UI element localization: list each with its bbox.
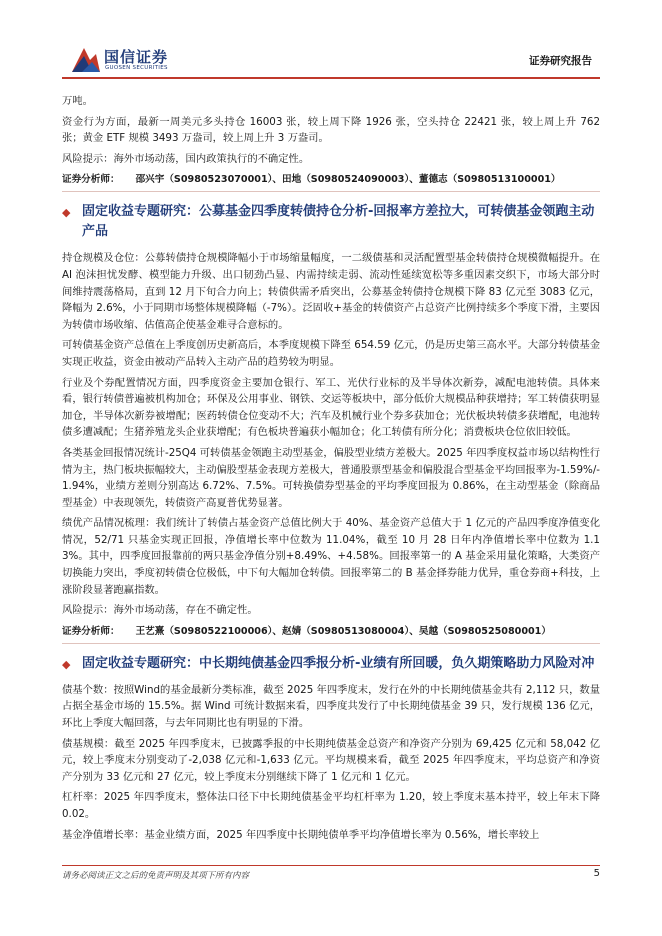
paragraph: 行业及个券配置情况方面，四季度资金主要加仓银行、军工、光伏行业标的及半导体次新券，减配电池转债。具体来看，银行转债普遍被机构加仓；环保及公用事业、钢铁、交运等板块中，部分低价大规模品种获增持；军工转债获明显加仓，半导体次新券被增配；医药转债仓位变动不大；汽车及机械行业个券多获加仓；光伏板块转债多获增配，电池转债多遭减配；生猪养殖龙头企业获增配；有色板块普遍获小幅加仓；化工转债有所分化；消费板块仓位依旧较低。 (62, 376, 600, 439)
paragraph: 持仓规模及仓位：公募转债持仓规模降幅小于市场缩量幅度，一二级债基和灵活配置型基金转债持仓规模微幅提升。在 AI 泡沫担忧发酵、模型能力升级、出口韧劲凸显、内需持续走弱、流动性延续宽松等多重因素交织下，市场大部分时间维持震荡格局，直到 12 月下旬合力向上；转债供需矛盾突出，公募基金转债持仓规模下降 83 亿元至 3083 亿元，降幅为 2.6%，小于同期市场整体规模降幅（-7%）。泛固收+基金的转债资产占总资产比例持续多个季度下滑，主要因为转债市场收缩、估值高企使基金难寻合意标的。 (62, 252, 600, 331)
section-heading (62, 643, 600, 674)
analyst-label: 证券分析师： (62, 625, 120, 637)
analyst-line (62, 623, 600, 637)
footer-divider (62, 865, 600, 866)
analyst-names: 王艺熹（S0980522100006）、赵婧（S0980513080004）、吴越（S0980525080001） (135, 625, 551, 637)
paragraph: 基金净值增长率：基金业绩方面，2025 年四季度中长期纯债单季平均净值增长率为 0.56%，增长率较上 (62, 828, 540, 841)
footer-disclaimer: 请务必阅读正文之后的免责声明及其项下所有内容 (62, 871, 250, 881)
paragraph: 可转债基金资产总值在上季度创历史新高后，本季度规模下降至 654.59 亿元，仍是历史第三高水平。大部分转债基金实现正收益，资金由被动产品转入主动产品的趋势较为明显。 (62, 339, 600, 368)
section-title: 固定收益专题研究：公募基金四季度转债持仓分析-回报率方差拉大，可转债基金领跑主动产品 (82, 204, 595, 240)
analyst-label: 证券分析师： (62, 174, 120, 186)
analyst-line (62, 171, 600, 185)
report-type-label: 证券研究报告 (529, 55, 592, 67)
paragraph: 风险提示：海外市场动荡，存在不确定性。 (62, 604, 258, 617)
paragraph: 风险提示：海外市场动荡，国内政策执行的不确定性。 (62, 152, 310, 165)
page-header (0, 0, 662, 80)
analyst-names: 邵兴宇（S0980523070001）、田地（S0980524090003）、董德志（S0980513100001） (135, 174, 561, 186)
guosen-logo (70, 44, 190, 76)
header-divider (62, 77, 600, 79)
paragraph: 万吨。 (62, 95, 93, 107)
paragraph: 杠杆率：2025 年四季度末，整体法口径下中长期纯债基金平均杠杆率为 1.20，较上季度末基本持平，较上年末下降 0.02。 (62, 791, 600, 820)
paragraph: 债基规模：截至 2025 年四季度末，已披露季报的中长期纯债基金总资产和净资产分别为 69,425 亿元和 58,042 亿元，较上季度末分别变动了-2,038 亿元和-1,633 亿元。平均规模来看，截至 2025 年四季度末，平均总资产和净资产分别为 33 亿元和 27 亿元，较上季度末分别继续下降了 1 亿元和 1 亿元。 (62, 737, 600, 783)
section-title: 固定收益专题研究：中长期纯债基金四季报分析-业绩有所回暖，负久期策略助力风险对冲 (82, 655, 595, 671)
guosen-logo-icon (70, 44, 102, 74)
page-content (62, 93, 600, 847)
diamond-bullet-icon: ◆ (62, 657, 71, 671)
section-heading (62, 191, 600, 242)
paragraph: 资金行为方面，最新一周美元多头持仓 16003 张，较上周下降 1926 张，空头持仓 22421 张，较上周上升 762 张；黄金 ETF 规模 3493 万盎司，较上周上升 3 万盎司。 (62, 115, 600, 145)
logo-text-en: GUOSEN SECURITIES (105, 65, 168, 71)
page-number: 5 (593, 868, 600, 879)
paragraph: 各类基金回报情况统计-25Q4 可转债基金领跑主动型基金，偏股型业绩方差极大。2025 年四季度权益市场以结构性行情为主，热门板块振幅较大，主动偏股型基金表现方差极大，普通股票型基金和偏股混合型基金平均回报率为-1.59%/-1.94%，业绩方差则分别高达 6.72%、7.5%。可转换债券型基金的平均季度回报为 0.86%，在主动型基金（除商品型基金）中表现领先，转债资产高夏普优势显著。 (62, 446, 600, 509)
paragraph: 绩优产品情况梳理：我们统计了转债占基金资产总值比例大于 40%、基金资产总值大于 1 亿元的产品四季度净值变化情况，52/71 只基金实现正回报，净值增长率中位数为 11.04%，截至 10 月 28 日年内净值增长率中位数为 1.13%。其中，四季度回报靠前的两只基金净值分别+8.49%、+4.58%。回报率第一的 A 基金采用量化策略，大类资产切换能力突出，季度初转债仓位极低，中下旬大幅加仓转债。回报率第二的 B 基金择券能力优异，重仓券商+科技，上涨阶段显著跑赢指数。 (62, 517, 600, 596)
logo-text-cn: 国信证券 (104, 48, 169, 66)
paragraph: 债基个数：按照Wind的基金最新分类标准，截至 2025 年四季度末，发行在外的中长期纯债基金共有 2,112 只，数量占据全基金市场的 15.5%。据 Wind 可统计数据来看，四季度共发行了中长期纯债基金 39 只，发行规模 136 亿元，环比上季度大幅回落，与去年同期比也有明显的下滑。 (62, 683, 600, 730)
diamond-bullet-icon: ◆ (62, 206, 71, 220)
